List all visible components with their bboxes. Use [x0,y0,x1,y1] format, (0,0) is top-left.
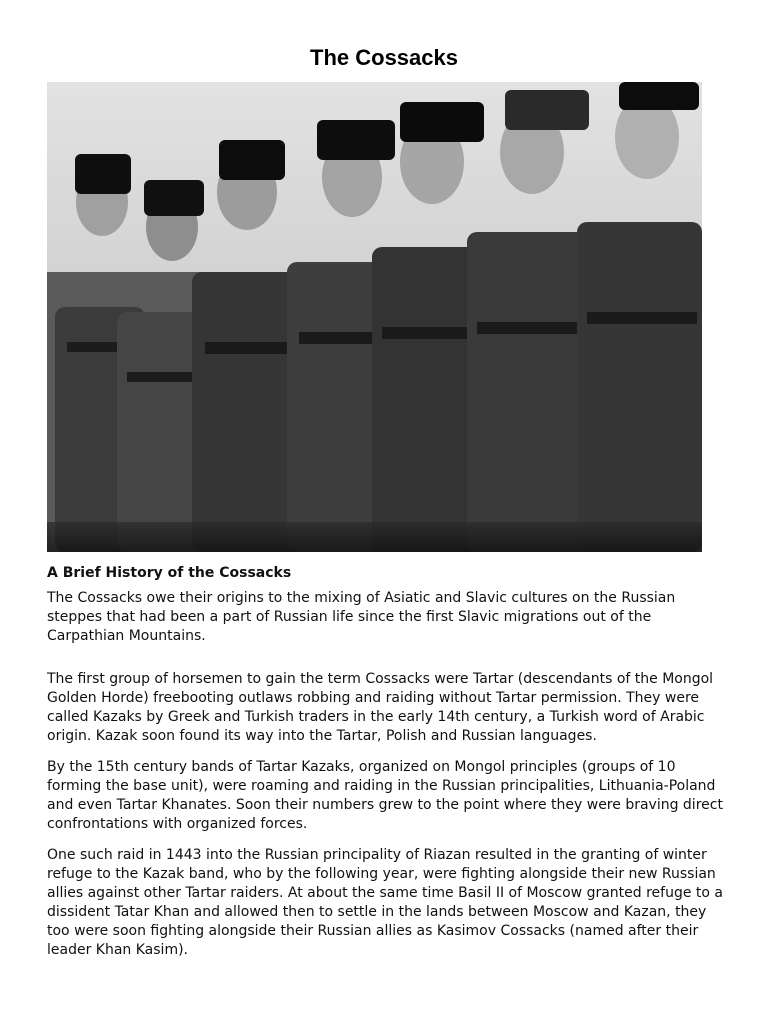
article-body [47,564,727,972]
paragraph: The Cossacks owe their origins to the mixing of Asiatic and Slavic cultures on the Russian steppes that had been a part of Russian life since the first Slavic migrations out of the Carpathian Mountains. [47,590,676,644]
cossacks-photo [47,82,702,552]
page-title: The Cossacks [310,45,458,70]
paragraph: By the 15th century bands of Tartar Kazaks, organized on Mongol principles (groups of 10 forming the base unit), were roaming and raiding in the Russian principalities, Lithuania-Poland and even Tartar Khanates. Soon their numbers grew to the point where they were braving direct confrontations with organized forces. [47,759,723,832]
photo-ground [47,522,702,552]
cossacks-photo-illustration [47,82,702,552]
section-heading: A Brief History of the Cossacks [47,565,292,581]
paragraph: One such raid in 1443 into the Russian principality of Riazan resulted in the granting of winter refuge to the Kazak band, who by the following year, were fighting alongside their new Russian allies against other Tartar raiders. At about the same time Basil II of Moscow granted refuge to a dissident Tatar Khan and allowed then to settle in the lands between Moscow and Kazan, they too were soon fighting alongside their Russian allies as Kasimov Cossacks (named after their leader Khan Kasim). [47,847,723,958]
paragraph: The first group of horsemen to gain the term Cossacks were Tartar (descendants of the Mongol Golden Horde) freebooting outlaws robbing and raiding without Tartar permission. They were called Kazaks by Greek and Turkish traders in the early 14th century, a Turkish word of Arabic origin. Kazak soon found its way into the Tartar, Polish and Russian languages. [47,671,714,744]
